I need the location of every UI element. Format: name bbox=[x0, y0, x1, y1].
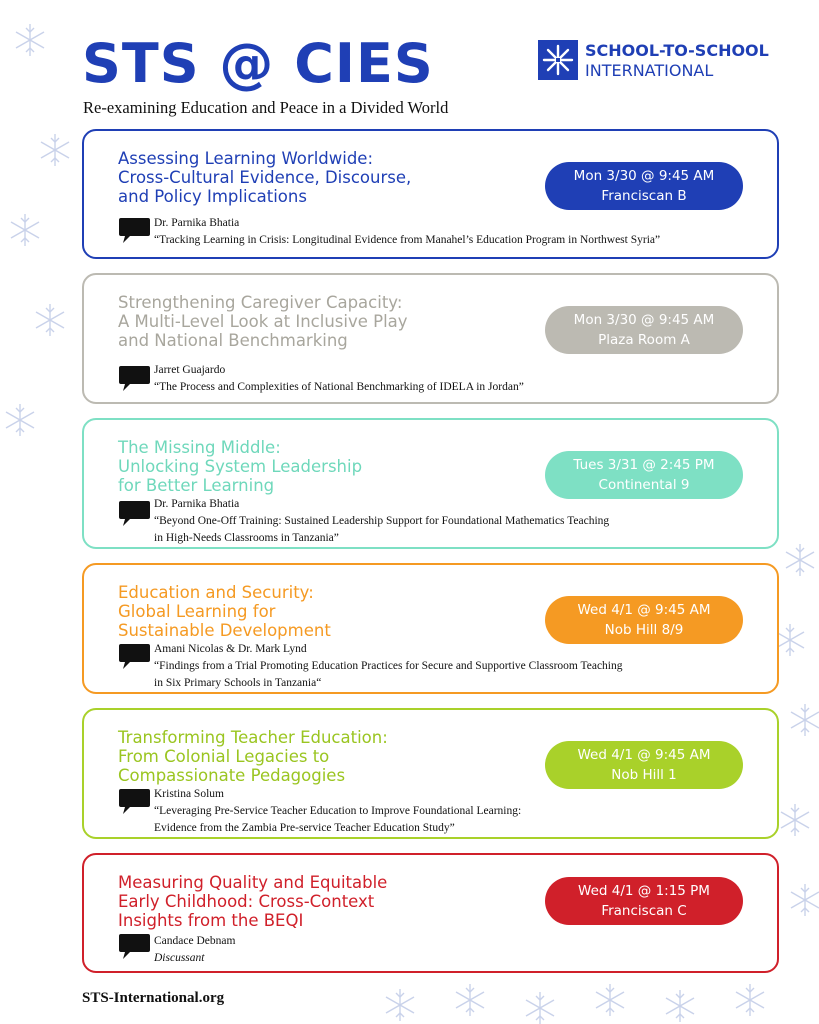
talk-title-line: in Six Primary Schools in Tanzania“ bbox=[154, 677, 322, 689]
session-room: Nob Hill 8/9 bbox=[604, 622, 684, 638]
session-title bbox=[118, 149, 498, 206]
talk-title-line: “Leveraging Pre-Service Teacher Education to Improve Foundational Learning: bbox=[154, 805, 522, 817]
speech-bubble-icon bbox=[118, 788, 151, 815]
speaker-name: Candace Debnam bbox=[154, 935, 236, 947]
session-title-line: Unlocking System Leadership bbox=[118, 457, 363, 476]
session-card bbox=[82, 129, 779, 259]
session-time-badge bbox=[545, 451, 743, 499]
logo-text-line2: INTERNATIONAL bbox=[585, 61, 714, 80]
session-title-line: Early Childhood: Cross-Context bbox=[118, 892, 375, 911]
session-title-line: A Multi-Level Look at Inclusive Play bbox=[118, 312, 408, 331]
talk-title-line: “Findings from a Trial Promoting Education Practices for Secure and Supportive Classroom Teaching bbox=[154, 660, 623, 672]
session-time: Mon 3/30 @ 9:45 AM bbox=[573, 312, 715, 328]
speaker-name: Dr. Parnika Bhatia bbox=[154, 498, 240, 510]
session-room: Continental 9 bbox=[598, 477, 690, 493]
session-title-line: Measuring Quality and Equitable bbox=[118, 873, 388, 892]
speaker-info bbox=[154, 362, 524, 396]
speaker-info bbox=[154, 933, 235, 967]
session-time: Mon 3/30 @ 9:45 AM bbox=[573, 168, 715, 184]
speech-bubble-icon bbox=[118, 500, 151, 527]
session-time-badge bbox=[545, 877, 743, 925]
session-title-line: Transforming Teacher Education: bbox=[118, 728, 388, 747]
session-time: Wed 4/1 @ 9:45 AM bbox=[577, 747, 711, 763]
session-title-line: Assessing Learning Worldwide: bbox=[118, 149, 374, 168]
session-title bbox=[118, 583, 498, 640]
session-time-badge bbox=[545, 741, 743, 789]
session-card bbox=[82, 708, 779, 839]
speaker-info bbox=[154, 215, 660, 249]
logo-emblem-icon bbox=[538, 40, 578, 80]
session-time: Tues 3/31 @ 2:45 PM bbox=[573, 457, 715, 473]
session-room: Franciscan C bbox=[601, 903, 687, 919]
session-title-line: Global Learning for bbox=[118, 602, 276, 621]
session-title bbox=[118, 728, 498, 785]
session-title-line: From Colonial Legacies to bbox=[118, 747, 330, 766]
speech-bubble-icon bbox=[118, 365, 151, 392]
session-title-line: for Better Learning bbox=[118, 476, 275, 495]
session-time-badge bbox=[545, 162, 743, 210]
session-time: Wed 4/1 @ 1:15 PM bbox=[578, 883, 710, 899]
speech-bubble-icon bbox=[118, 217, 151, 244]
page-title: STS @ CIES bbox=[82, 32, 434, 95]
speaker-role: Discussant bbox=[154, 952, 205, 964]
session-title-line: and Policy Implications bbox=[118, 187, 307, 206]
website-link[interactable]: STS-International.org bbox=[82, 990, 225, 1006]
speaker-info bbox=[154, 786, 521, 837]
session-title bbox=[118, 873, 498, 930]
speaker-name: Dr. Parnika Bhatia bbox=[154, 217, 240, 229]
session-card bbox=[82, 563, 779, 694]
session-title-line: Education and Security: bbox=[118, 583, 314, 602]
session-title-line: Sustainable Development bbox=[118, 621, 331, 640]
session-card bbox=[82, 853, 779, 973]
session-title-line: and National Benchmarking bbox=[118, 331, 348, 350]
speaker-name: Jarret Guajardo bbox=[154, 364, 226, 376]
speaker-name: Amani Nicolas & Dr. Mark Lynd bbox=[154, 643, 307, 655]
talk-title-line: “Tracking Learning in Crisis: Longitudinal Evidence from Manahel’s Education Program in Northwest Syria” bbox=[154, 234, 661, 246]
speaker-name: Kristina Solum bbox=[154, 788, 224, 800]
session-room: Nob Hill 1 bbox=[611, 767, 677, 783]
speech-bubble-icon bbox=[118, 643, 151, 670]
session-title-line: Insights from the BEQI bbox=[118, 911, 304, 930]
session-title bbox=[118, 438, 498, 495]
session-time-badge bbox=[545, 596, 743, 644]
sts-logo bbox=[538, 40, 778, 84]
session-time: Wed 4/1 @ 9:45 AM bbox=[577, 602, 711, 618]
page-subtitle: Re-examining Education and Peace in a Divided World bbox=[83, 98, 449, 117]
talk-title-line: “The Process and Complexities of National Benchmarking of IDELA in Jordan” bbox=[154, 381, 524, 393]
session-room: Plaza Room A bbox=[598, 332, 690, 348]
session-card bbox=[82, 273, 779, 404]
session-title-line: Compassionate Pedagogies bbox=[118, 766, 346, 785]
session-time-badge bbox=[545, 306, 743, 354]
session-card bbox=[82, 418, 779, 549]
session-title bbox=[118, 293, 498, 350]
talk-title-line: “Beyond One-Off Training: Sustained Leadership Support for Foundational Mathematics Teaching bbox=[154, 515, 610, 527]
session-title-line: The Missing Middle: bbox=[118, 438, 281, 457]
speaker-info bbox=[154, 641, 623, 692]
session-title-line: Strengthening Caregiver Capacity: bbox=[118, 293, 403, 312]
speaker-info bbox=[154, 496, 609, 547]
speech-bubble-icon bbox=[118, 933, 151, 960]
session-room: Franciscan B bbox=[601, 188, 687, 204]
talk-title-line: Evidence from the Zambia Pre-service Teacher Education Study” bbox=[154, 822, 455, 834]
logo-text-line1: SCHOOL-TO-SCHOOL bbox=[585, 41, 769, 60]
session-title-line: Cross-Cultural Evidence, Discourse, bbox=[118, 168, 412, 187]
talk-title-line: in High-Needs Classrooms in Tanzania” bbox=[154, 532, 339, 544]
